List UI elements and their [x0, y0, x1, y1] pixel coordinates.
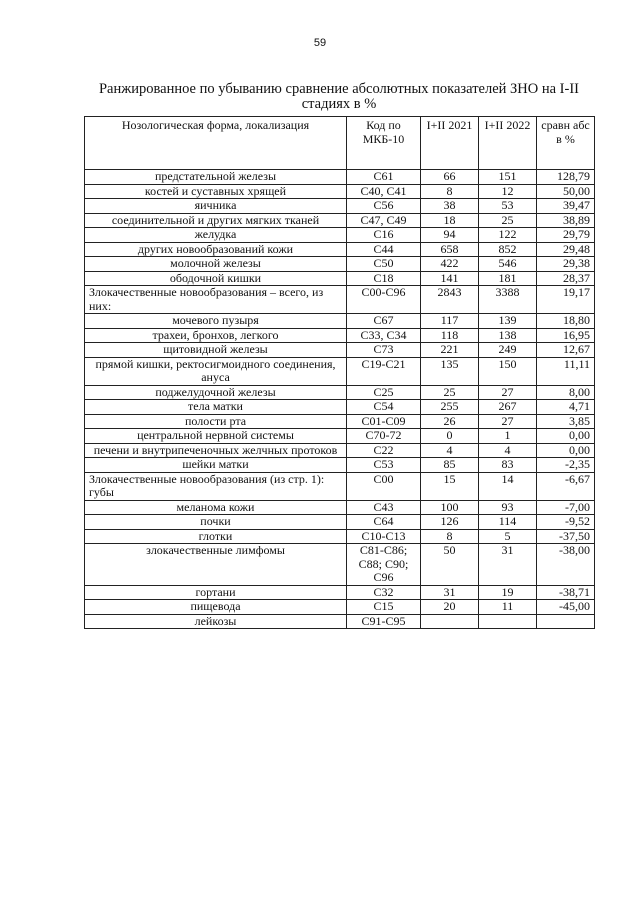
- table-row: [85, 443, 595, 458]
- cell-diff: 29,38: [537, 257, 595, 272]
- table-row: [85, 400, 595, 415]
- cell-diff: 50,00: [537, 184, 595, 199]
- table-row: [85, 328, 595, 343]
- cell-code: C32: [347, 585, 421, 600]
- cell-diff: -37,50: [537, 529, 595, 544]
- cell-2021: 26: [421, 414, 479, 429]
- cell-name: тела матки: [85, 400, 347, 415]
- cell-code: C01-C09: [347, 414, 421, 429]
- cell-2021: 0: [421, 429, 479, 444]
- cell-name: злокачественные лимфомы: [85, 544, 347, 586]
- cell-2021: 135: [421, 357, 479, 385]
- table-row: [85, 458, 595, 473]
- cell-code: C91-C95: [347, 614, 421, 629]
- table-row: [85, 529, 595, 544]
- cell-2022: 11: [479, 600, 537, 615]
- cell-code: C47, C49: [347, 213, 421, 228]
- cell-name: ободочной кишки: [85, 271, 347, 286]
- cell-2021: 18: [421, 213, 479, 228]
- cell-code: C00: [347, 472, 421, 500]
- cell-diff: -45,00: [537, 600, 595, 615]
- cell-2021: 31: [421, 585, 479, 600]
- cell-name: соединительной и других мягких тканей: [85, 213, 347, 228]
- cell-2022: 122: [479, 228, 537, 243]
- cell-code: C73: [347, 343, 421, 358]
- cell-diff: [537, 614, 595, 629]
- cell-name: поджелудочной железы: [85, 385, 347, 400]
- cell-name: трахеи, бронхов, легкого: [85, 328, 347, 343]
- cell-name: печени и внутрипеченочных желчных протоков: [85, 443, 347, 458]
- cell-2022: 83: [479, 458, 537, 473]
- cell-code: C43: [347, 500, 421, 515]
- cell-2021: 8: [421, 184, 479, 199]
- cell-2022: 14: [479, 472, 537, 500]
- cell-diff: 18,80: [537, 314, 595, 329]
- cell-2022: 138: [479, 328, 537, 343]
- cell-code: C00-C96: [347, 286, 421, 314]
- cell-2021: 117: [421, 314, 479, 329]
- cell-name: молочной железы: [85, 257, 347, 272]
- cell-name: шейки матки: [85, 458, 347, 473]
- cell-code: C16: [347, 228, 421, 243]
- cell-diff: -7,00: [537, 500, 595, 515]
- cell-code: C50: [347, 257, 421, 272]
- table-row: [85, 199, 595, 214]
- table-row: [85, 286, 595, 314]
- cell-code: C22: [347, 443, 421, 458]
- cell-2022: 53: [479, 199, 537, 214]
- cell-diff: 38,89: [537, 213, 595, 228]
- cell-code: C15: [347, 600, 421, 615]
- cell-name: центральной нервной системы: [85, 429, 347, 444]
- cell-2022: 151: [479, 170, 537, 185]
- cell-2022: 852: [479, 242, 537, 257]
- cell-name: полости рта: [85, 414, 347, 429]
- cell-2022: 4: [479, 443, 537, 458]
- table-row: [85, 357, 595, 385]
- cell-name: других новообразований кожи: [85, 242, 347, 257]
- header-code: Код по МКБ-10: [347, 117, 421, 170]
- cell-2021: 422: [421, 257, 479, 272]
- cell-2021: 658: [421, 242, 479, 257]
- cell-diff: -38,71: [537, 585, 595, 600]
- cell-diff: 0,00: [537, 429, 595, 444]
- cell-2021: 25: [421, 385, 479, 400]
- table-row: [85, 500, 595, 515]
- header-2021: I+II 2021: [421, 117, 479, 170]
- cell-2022: 27: [479, 414, 537, 429]
- cell-name: костей и суставных хрящей: [85, 184, 347, 199]
- cell-2021: 85: [421, 458, 479, 473]
- cell-2022: 546: [479, 257, 537, 272]
- cell-code: C25: [347, 385, 421, 400]
- table-row: [85, 414, 595, 429]
- cell-code: C56: [347, 199, 421, 214]
- table-row: [85, 614, 595, 629]
- cell-name: Злокачественные новообразования – всего, из них:: [85, 286, 347, 314]
- cell-2021: 66: [421, 170, 479, 185]
- table-row: [85, 257, 595, 272]
- cell-code: C54: [347, 400, 421, 415]
- table-header-row: [85, 117, 595, 170]
- cell-diff: 11,11: [537, 357, 595, 385]
- cell-2021: 8: [421, 529, 479, 544]
- cell-diff: 3,85: [537, 414, 595, 429]
- cell-name: гортани: [85, 585, 347, 600]
- table-row: [85, 242, 595, 257]
- cell-diff: 4,71: [537, 400, 595, 415]
- page-number: 59: [313, 37, 327, 49]
- table-title: Ранжированное по убыванию сравнение абсолютных показателей ЗНО на I-II стадиях в %: [98, 81, 579, 112]
- cell-diff: 19,17: [537, 286, 595, 314]
- cell-code: C53: [347, 458, 421, 473]
- cell-diff: 28,37: [537, 271, 595, 286]
- cell-diff: 29,48: [537, 242, 595, 257]
- cell-name: глотки: [85, 529, 347, 544]
- cell-code: C44: [347, 242, 421, 257]
- cell-2022: 249: [479, 343, 537, 358]
- cell-diff: 39,47: [537, 199, 595, 214]
- cell-diff: 0,00: [537, 443, 595, 458]
- table-row: [85, 544, 595, 586]
- cell-diff: -6,67: [537, 472, 595, 500]
- cell-code: C81-C86; C88; C90; C96: [347, 544, 421, 586]
- cell-2021: 50: [421, 544, 479, 586]
- cell-code: C67: [347, 314, 421, 329]
- table-row: [85, 385, 595, 400]
- cell-2021: 141: [421, 271, 479, 286]
- cell-2022: 5: [479, 529, 537, 544]
- table-row: [85, 429, 595, 444]
- cell-2022: 181: [479, 271, 537, 286]
- table-row: [85, 184, 595, 199]
- cell-code: C40, C41: [347, 184, 421, 199]
- cell-code: C64: [347, 515, 421, 530]
- cell-2022: [479, 614, 537, 629]
- cell-name: меланома кожи: [85, 500, 347, 515]
- cell-2022: 1: [479, 429, 537, 444]
- cell-name: пищевода: [85, 600, 347, 615]
- cell-2021: 4: [421, 443, 479, 458]
- cell-2021: 221: [421, 343, 479, 358]
- cell-2022: 31: [479, 544, 537, 586]
- cell-2021: 255: [421, 400, 479, 415]
- cell-2022: 93: [479, 500, 537, 515]
- cell-code: C70-72: [347, 429, 421, 444]
- cell-diff: 16,95: [537, 328, 595, 343]
- cell-2021: 94: [421, 228, 479, 243]
- cell-diff: 8,00: [537, 385, 595, 400]
- table-row: [85, 472, 595, 500]
- comparison-table: [84, 116, 595, 629]
- header-2022: I+II 2022: [479, 117, 537, 170]
- table-row: [85, 600, 595, 615]
- cell-code: C10-C13: [347, 529, 421, 544]
- cell-2021: 20: [421, 600, 479, 615]
- cell-name: лейкозы: [85, 614, 347, 629]
- cell-2021: 100: [421, 500, 479, 515]
- cell-diff: 29,79: [537, 228, 595, 243]
- cell-2021: 126: [421, 515, 479, 530]
- cell-code: C19-C21: [347, 357, 421, 385]
- cell-2021: 15: [421, 472, 479, 500]
- table-row: [85, 271, 595, 286]
- table-row: [85, 343, 595, 358]
- cell-name: желудка: [85, 228, 347, 243]
- cell-2021: 2843: [421, 286, 479, 314]
- cell-name: яичника: [85, 199, 347, 214]
- cell-diff: 128,79: [537, 170, 595, 185]
- cell-diff: -2,35: [537, 458, 595, 473]
- cell-2021: 38: [421, 199, 479, 214]
- cell-code: C61: [347, 170, 421, 185]
- table-row: [85, 585, 595, 600]
- cell-2022: 3388: [479, 286, 537, 314]
- cell-2021: [421, 614, 479, 629]
- table-row: [85, 314, 595, 329]
- cell-name: мочевого пузыря: [85, 314, 347, 329]
- table-row: [85, 515, 595, 530]
- cell-name: прямой кишки, ректосигмоидного соединения, ануса: [85, 357, 347, 385]
- cell-2022: 27: [479, 385, 537, 400]
- cell-diff: -38,00: [537, 544, 595, 586]
- cell-2022: 19: [479, 585, 537, 600]
- cell-2022: 267: [479, 400, 537, 415]
- cell-2022: 25: [479, 213, 537, 228]
- table-row: [85, 170, 595, 185]
- cell-code: C33, C34: [347, 328, 421, 343]
- cell-name: почки: [85, 515, 347, 530]
- table-row: [85, 213, 595, 228]
- cell-2022: 139: [479, 314, 537, 329]
- cell-code: C18: [347, 271, 421, 286]
- cell-2021: 118: [421, 328, 479, 343]
- cell-name: предстательной железы: [85, 170, 347, 185]
- header-diff: сравн абс в %: [537, 117, 595, 170]
- cell-diff: 12,67: [537, 343, 595, 358]
- cell-2022: 12: [479, 184, 537, 199]
- cell-diff: -9,52: [537, 515, 595, 530]
- cell-2022: 114: [479, 515, 537, 530]
- cell-name: Злокачественные новообразования (из стр. 1): губы: [85, 472, 347, 500]
- cell-name: щитовидной железы: [85, 343, 347, 358]
- header-name: Нозологическая форма, локализация: [85, 117, 347, 170]
- cell-2022: 150: [479, 357, 537, 385]
- table-row: [85, 228, 595, 243]
